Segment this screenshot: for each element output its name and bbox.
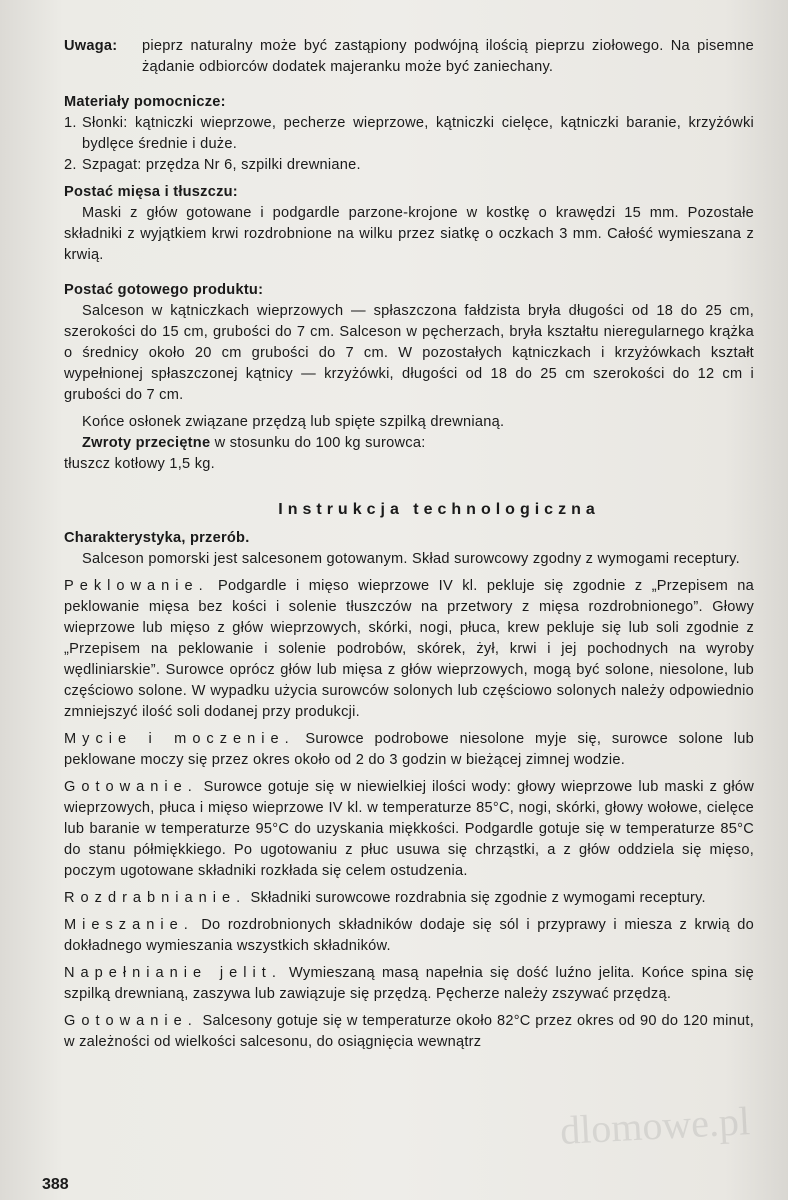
note-text: pieprz naturalny może być zastąpiony podwójną ilością pieprzu ziołowego. Na pisemne żądanie odbiorców dodatek majeranku może być zaniechany. xyxy=(142,38,754,75)
section-label: Mieszanie. xyxy=(64,917,194,933)
yield-value: tłuszcz kotłowy 1,5 kg. xyxy=(64,456,215,472)
section-mixing xyxy=(64,915,754,957)
section-label: Rozdrabnianie. xyxy=(64,890,247,906)
page-number: 388 xyxy=(42,1176,69,1193)
watermark: dlomowe.pl xyxy=(558,1098,752,1153)
section-cooking xyxy=(64,1011,754,1053)
section-washing xyxy=(64,729,754,771)
page-content xyxy=(64,36,754,1053)
section-label: Napełnianie jelit. xyxy=(64,965,282,981)
section-text: Surowce gotuje się w niewielkiej ilości wody: głowy wieprzowe lub maski z głów wieprzowych, płuca i mięso wieprzowe IV kl. w temperaturze 85°C, nogi, skórki, głowy wołowe, cielęce lub baranie w temperaturze 95°C do uzyskania miękkości. Podgardle gotuje się w temperaturze 85°C do stanu półmiękkiego. Po ugotowaniu z płuc usuwa się chrząstki, a z głów oddziela się mięso, poczym ugotowane składniki rozkłada się celem ostudzenia. xyxy=(64,779,754,879)
section-text: Salcesony gotuje się w temperaturze około 82°C przez okres od 90 do 120 minut, w zależności od wielkości salcesonu, do osiągnięcia wewnątrz xyxy=(64,1013,754,1050)
section-label: Mycie i moczenie. xyxy=(64,731,295,747)
meat-form-heading: Postać mięsa i tłuszczu: xyxy=(64,184,238,200)
characteristics-text: Salceson pomorski jest salcesonem gotowanym. Skład surowcowy zgodny z wymogami receptury. xyxy=(82,551,740,567)
characteristics-heading: Charakterystyka, przerób. xyxy=(64,530,250,546)
section-curing xyxy=(64,576,754,723)
product-form-text: Salceson w kątniczkach wieprzowych — spłaszczona fałdzista bryła długości od 18 do 25 cm, szerokości do 15 cm, grubości do 7 cm. Salceson w pęcherzach, bryła kształtu nieregularnego krążka o średnicy około 20 cm grubości do 7 cm. W pozostałych kątniczkach i krzyżówkach kształt wypełnionej spłaszczonej kątnicy — krzyżówki, długości od 18 do 25 cm szerokości do 12 cm i grubości do 7 cm. xyxy=(64,303,754,403)
materials-item-number: 2. xyxy=(64,157,77,173)
materials-item-text: Słonki: kątniczki wieprzowe, pecherze wieprzowe, kątniczki cielęce, kątniczki baranie, krzyżówki bydlęce średnie i duże. xyxy=(82,115,754,152)
section-boiling xyxy=(64,777,754,882)
materials-item-text: Szpagat: przędza Nr 6, szpilki drewniane. xyxy=(82,157,361,173)
materials-item-number: 1. xyxy=(64,115,77,131)
materials-heading: Materiały pomocnicze: xyxy=(64,94,226,110)
section-text: Surowce podrobowe niesolone myje się, surowce solone lub peklowane moczy się przez okres około od 2 do 3 godzin w bieżącej zimnej wodzie. xyxy=(64,731,754,768)
note-block xyxy=(64,36,754,78)
product-form-text-2: Końce osłonek związane przędzą lub spięte szpilką drewnianą. xyxy=(82,414,505,430)
yield-label: Zwroty przeciętne xyxy=(82,435,211,451)
yield-text: w stosunku do 100 kg surowca: xyxy=(214,435,426,451)
materials-item xyxy=(64,113,754,155)
section-text: Podgardle i mięso wieprzowe IV kl. pekluje się zgodnie z „Przepisem na peklowanie mięsa bez kości i solenie tłuszczów na przetwory z mięsa rozdrobnionego”. Głowy wieprzowe lub mięso z głów wieprzowych, skórki, nogi, płuca, krew pekluje się lub soli zgodnie z „Przepisem na peklowanie i solenie podrobów, skórek, żył, krwi i jej pochodnych na wyroby wędliniarskie”. Surowce oprócz głów lub mięsa z głów wieprzowych, mogą być solone, niesolone, lub częściowo solone. W wypadku użycia surowców solonych lub częściowo solonych należy odpowiednio zmniejszyć ilość soli dodanej przy produkcji. xyxy=(64,578,754,720)
section-grinding xyxy=(64,888,754,909)
yield-line xyxy=(64,433,754,454)
product-form-heading: Postać gotowego produktu: xyxy=(64,282,264,298)
materials-item xyxy=(64,155,754,176)
instruction-title: Instrukcja technologiczna xyxy=(278,501,600,518)
section-label: Gotowanie. xyxy=(64,779,198,795)
section-text: Wymieszaną masą napełnia się dość luźno jelita. Końce spina się szpilką drewnianą, zaszywa lub zawiązuje się przędzą. Pęcherze należy zszywać przędzą. xyxy=(64,965,755,1002)
meat-form-text: Maski z głów gotowane i podgardle parzone-krojone w kostkę o krawędzi 15 mm. Pozostałe składniki z wyjątkiem krwi rozdrobnione na wilku przez siatkę o oczkach 3 mm. Całość wymieszana z krwią. xyxy=(64,205,754,263)
section-filling xyxy=(64,963,754,1005)
section-label: Gotowanie. xyxy=(64,1013,198,1029)
note-label: Uwaga: xyxy=(64,38,118,54)
section-text: Do rozdrobnionych składników dodaje się sól i przyprawy i miesza z krwią do dokładnego wymieszania wszystkich składników. xyxy=(64,917,754,954)
section-label: Peklowanie. xyxy=(64,578,209,594)
section-text: Składniki surowcowe rozdrabnia się zgodnie z wymogami receptury. xyxy=(250,890,706,906)
